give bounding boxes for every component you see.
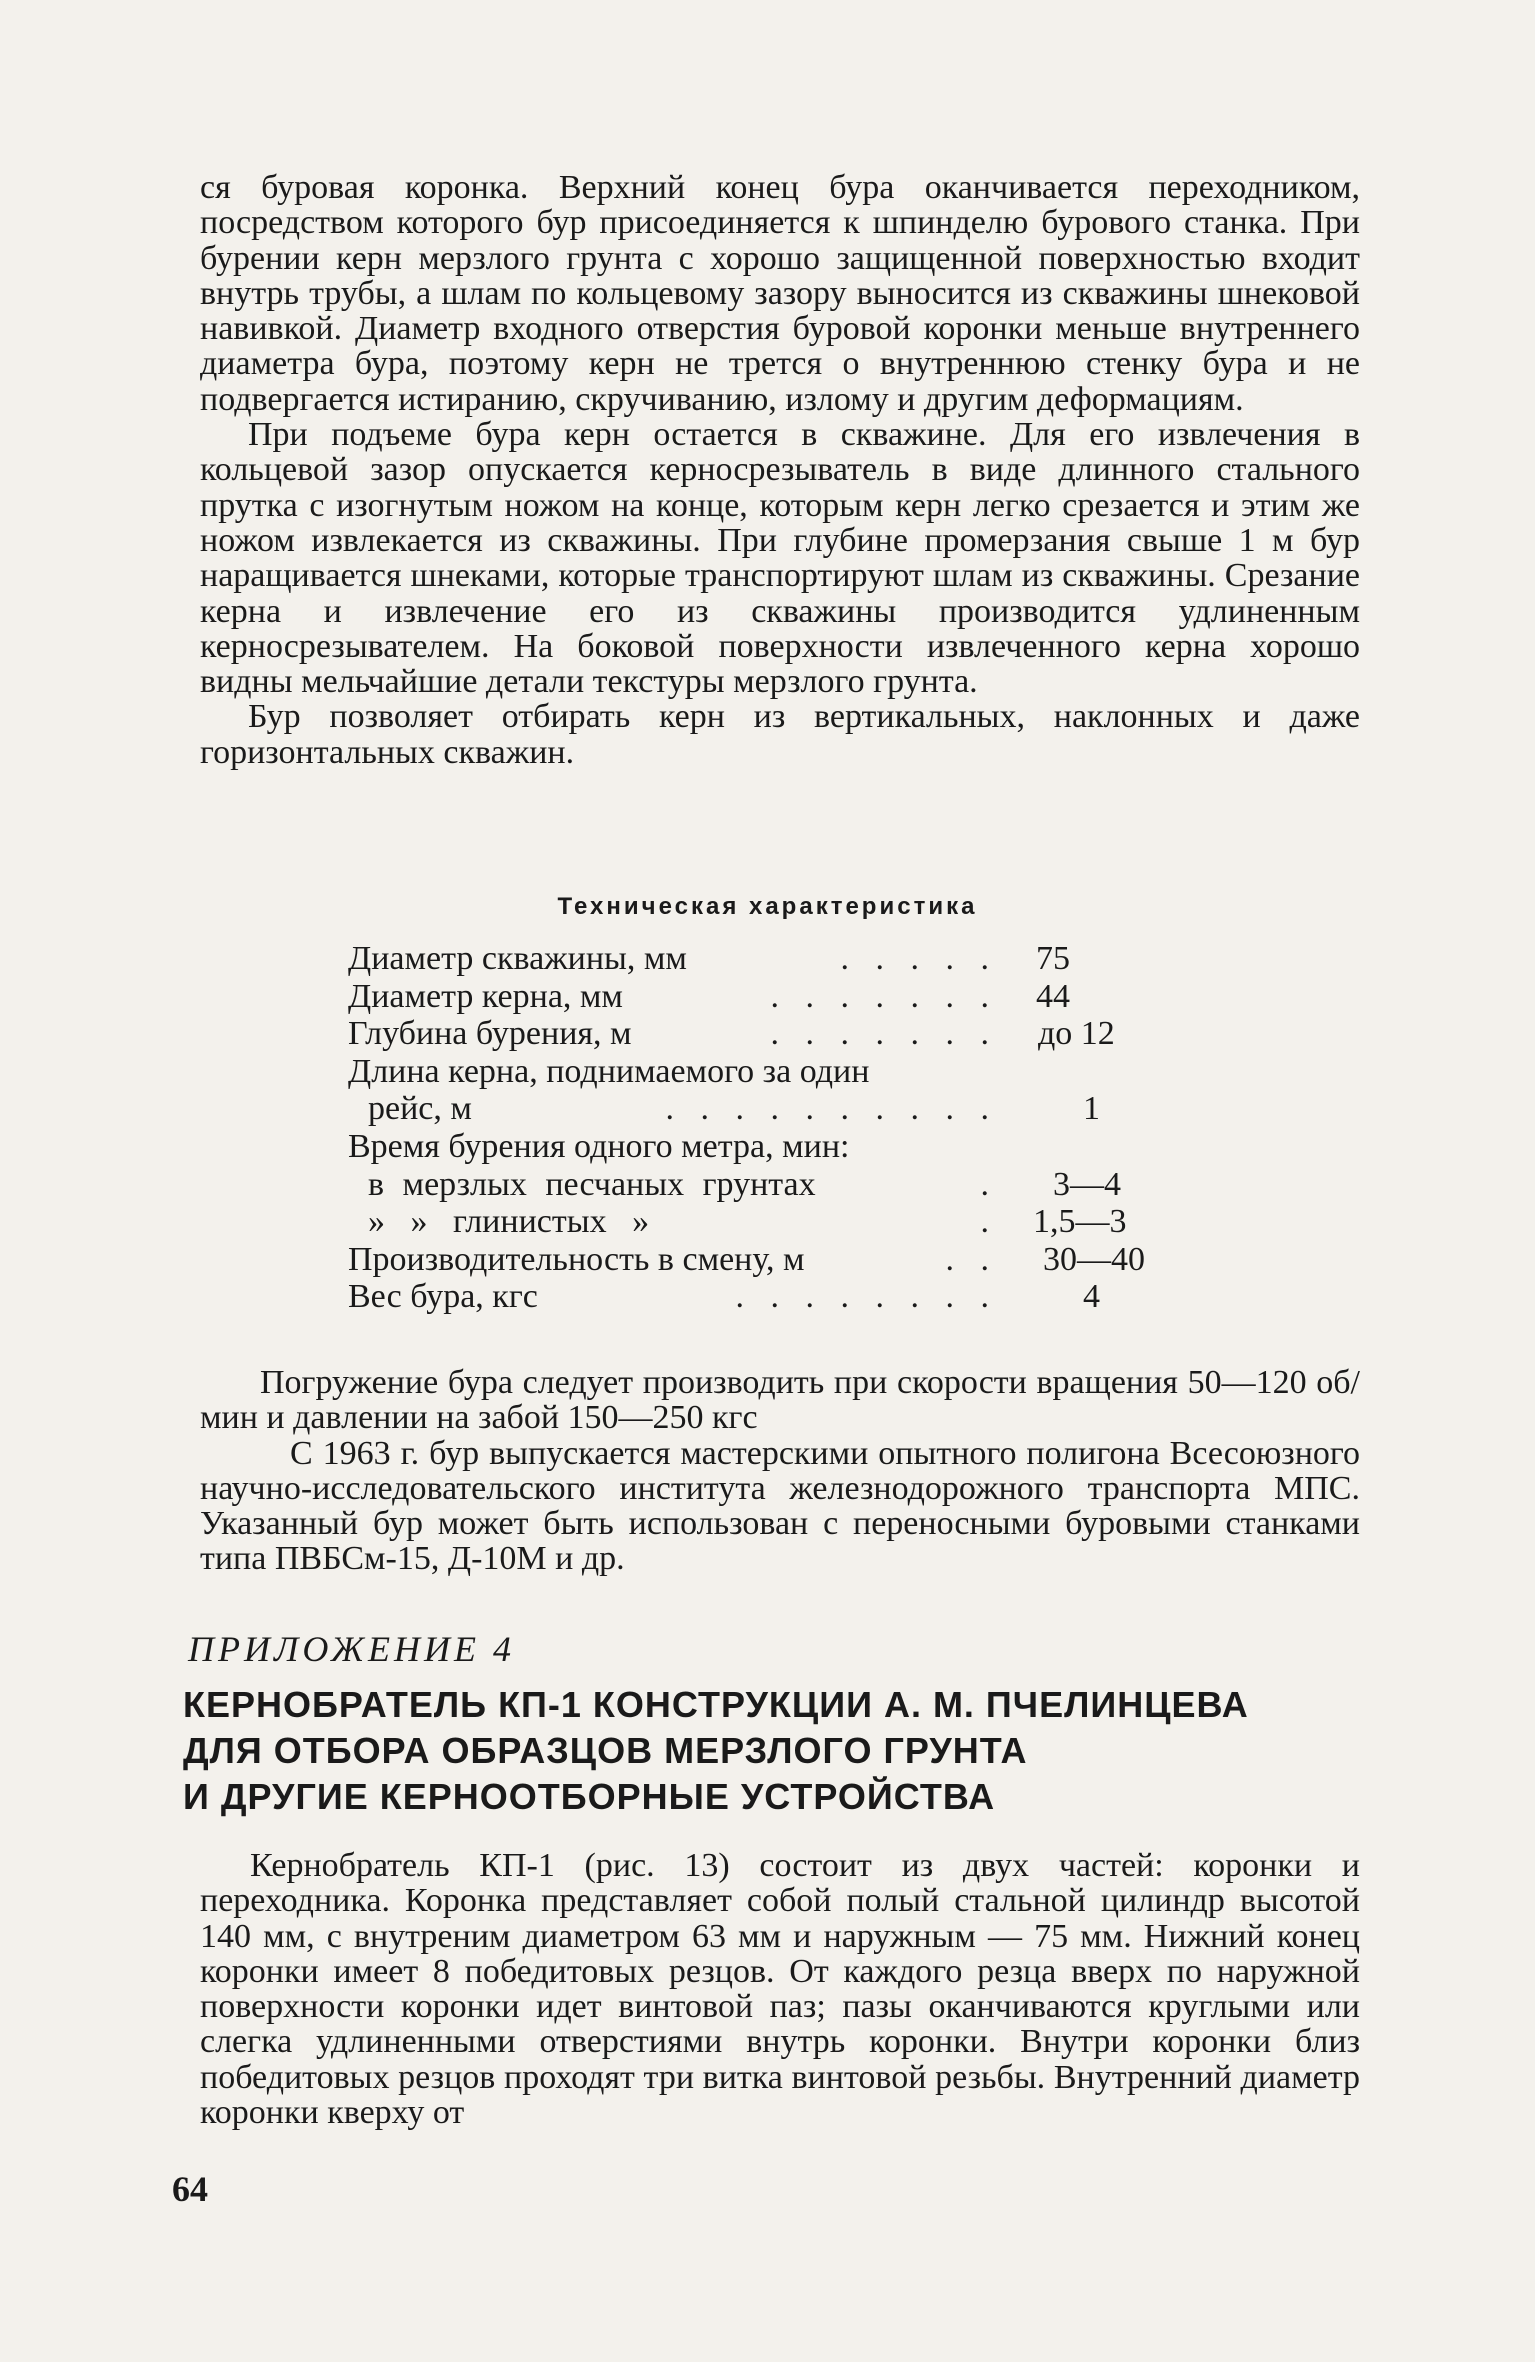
- spec-label: Глубина бурения, м: [348, 1015, 640, 1053]
- spec-row: [348, 978, 1148, 1016]
- spec-value: до 12: [1038, 1015, 1115, 1053]
- leader-dots: .: [980, 1165, 998, 1203]
- spec-label: Производительность в смену, м: [348, 1241, 813, 1279]
- spec-label: Диаметр скважины, мм: [348, 940, 695, 978]
- spec-title: Техническая характеристика: [557, 893, 978, 920]
- spec-row: [348, 1203, 1148, 1241]
- spec-row: [348, 940, 1148, 978]
- spec-row: [348, 1090, 1148, 1128]
- appendix-text: [200, 1848, 1360, 2130]
- heading-line: ДЛЯ ОТБОРА ОБРАЗЦОВ МЕРЗЛОГО ГРУНТА: [183, 1730, 1028, 1771]
- leader-dots: .: [980, 1203, 998, 1241]
- post-text: [200, 1365, 1360, 1577]
- spec-label: рейс, м: [368, 1090, 480, 1128]
- page-number: 64: [172, 2169, 208, 2209]
- spec-label: Диаметр керна, мм: [348, 978, 631, 1016]
- spec-row: [348, 1015, 1148, 1053]
- leader-dots: . . . . . . . . . .: [665, 1090, 998, 1128]
- spec-row: [348, 1241, 1148, 1279]
- spec-label: Длина керна, поднимаемого за один: [348, 1052, 870, 1090]
- spec-row: [348, 1166, 1148, 1204]
- spec-label: в мерзлых песчаных грунтах: [368, 1166, 824, 1204]
- leader-dots: . . . . . . .: [770, 977, 998, 1015]
- spec-row: [348, 1128, 1148, 1166]
- spec-row: [348, 1278, 1148, 1316]
- paragraph: ся буровая коронка. Верхний конец бура оканчивается переходником, посредством которого бур присоединяется к шпинделю бурового станка. При бурении керн мерзлого грунта с хорошо защищенной поверхностью входит внутрь трубы, а шлам по кольцевому зазору выносится из скважины шнековой навивкой. Диаметр входного отверстия буровой коронки меньше внутреннего диаметра бура, поэтому керн не трется о внутреннюю стенку бура и не подвергается истиранию, скручиванию, излому и другим деформациям.: [200, 169, 1360, 418]
- leader-dots: . . . . . . . .: [735, 1278, 998, 1316]
- leader-dots: . .: [945, 1240, 998, 1278]
- paragraph: При подъеме бура керн остается в скважине. Для его извлечения в кольцевой зазор опускается керносрезыватель в виде длинного стального прутка с изогнутым ножом на конце, которым керн легко срезается и этим же ножом извлекается из скважины. При глубине промерзания свыше 1 м бур наращивается шнеками, которые транспортируют шлам из скважины. Срезание керна и извлечение его из скважины производится удлиненным керносрезывателем. На боковой поверхности извлеченного керна хорошо видны мельчайшие детали текстуры мерзлого грунта.: [200, 416, 1360, 701]
- spec-value: 75: [1036, 940, 1070, 977]
- spec-value: 3—4: [1053, 1165, 1121, 1203]
- heading-line: И ДРУГИЕ КЕРНООТБОРНЫЕ УСТРОЙСТВА: [183, 1776, 996, 1817]
- spec-value: 1: [1083, 1090, 1100, 1128]
- spec-label: » » глинистых »: [368, 1203, 657, 1241]
- paragraph: С 1963 г. бур выпускается мастерскими опытного полигона Всесоюзного научно-исследовательского института железнодорожного транспорта МПС. Указанный бур может быть использован с переносными буровыми станками типа ПВБСм-15, Д-10М и др.: [200, 1434, 1360, 1578]
- spec-table: [348, 940, 1148, 1316]
- spec-value: 4: [1083, 1278, 1100, 1316]
- spec-value: 1,5—3: [1033, 1203, 1127, 1241]
- heading-line: КЕРНОБРАТЕЛЬ КП-1 КОНСТРУКЦИИ А. М. ПЧЕЛИНЦЕВА: [183, 1684, 1249, 1725]
- paragraph: Погружение бура следует производить при скорости вращения 50—120 об/мин и давлении на забой 150—250 кгс: [200, 1364, 1360, 1437]
- intro-text: [200, 170, 1360, 770]
- leader-dots: . . . . .: [840, 940, 998, 977]
- paragraph: Бур позволяет отбирать керн из вертикальных, наклонных и даже горизонтальных скважин.: [200, 698, 1360, 771]
- spec-value: 30—40: [1043, 1240, 1145, 1278]
- leader-dots: . . . . . . .: [770, 1015, 998, 1053]
- spec-value: 44: [1036, 977, 1070, 1015]
- appendix-label: ПРИЛОЖЕНИЕ 4: [188, 1629, 515, 1669]
- spec-row: [348, 1053, 1148, 1091]
- spec-label: Вес бура, кгс: [348, 1278, 546, 1316]
- paragraph: Кернобратель КП-1 (рис. 13) состоит из двух частей: коронки и переходника. Коронка представляет собой полый стальной цилиндр высотой 140 мм, с внутреним диаметром 63 мм и наружным — 75 мм. Нижний конец коронки имеет 8 победитовых резцов. От каждого резца вверх по наружной поверхности коронки идет винтовой паз; пазы оканчиваются круглыми или слегка удлиненными отверстиями внутрь коронки. Внутри коронки близ победитовых резцов проходят три витка винтовой резьбы. Внутренний диаметр коронки кверху от: [200, 1847, 1360, 2132]
- appendix-heading: [183, 1682, 1363, 1820]
- spec-label: Время бурения одного метра, мин:: [348, 1127, 850, 1165]
